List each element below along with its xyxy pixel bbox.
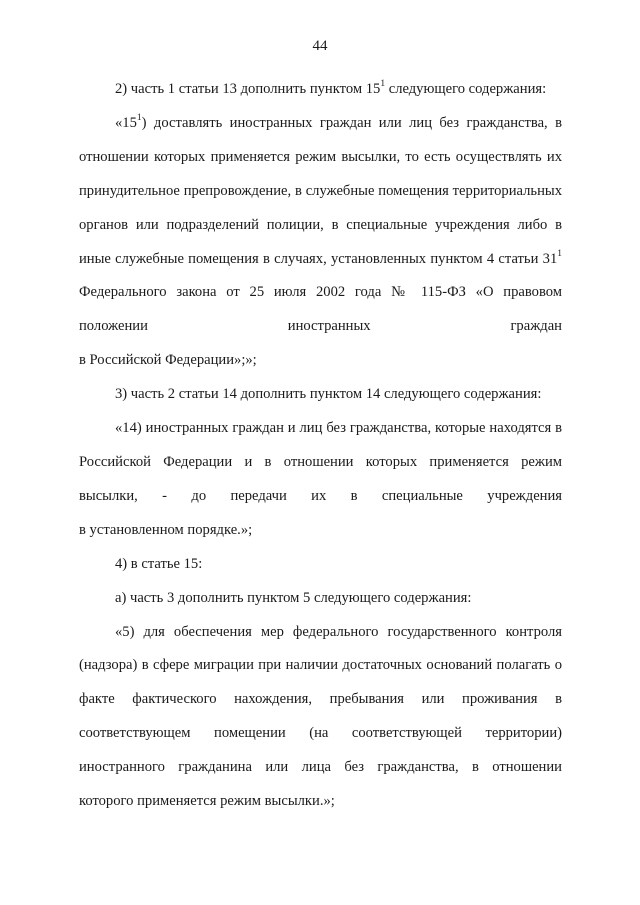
paragraph-item-4a: а) часть 3 дополнить пунктом 5 следующего содержания: (115, 589, 472, 606)
paragraph-text: 2) часть 1 статьи 13 дополнить пунктом 15 (115, 81, 381, 97)
document-body (79, 73, 562, 819)
paragraph-item-4: 4) в статье 15: (115, 555, 203, 572)
paragraph-text: ) доставлять иностранных граждан или лиц без гражданства, в отношении которых применяется режим высылки, то есть осуществлять их принудительное препровождение, в служебные помещения территориальных органов или подразделений полиции, в специальные учреждения либо в иные служебные помещения в случаях, установленных пунктом 4 статьи 31 (79, 114, 562, 267)
paragraph-item-2 (79, 73, 562, 107)
paragraph-quote-15-1-end: в Российской Федерации»;»; (79, 352, 257, 369)
superscript: 1 (380, 79, 386, 90)
paragraph-item-3: 3) часть 2 статьи 14 дополнить пунктом 14 следующего содержания: (115, 386, 542, 403)
paragraph-quote-14-end: в установленном порядке.»; (79, 521, 253, 538)
superscript: 1 (557, 248, 562, 259)
paragraph-quote-5: «5) для обеспечения мер федерального государственного контроля (надзора) в сфере миграции при наличии достаточных оснований полагать о факте фактического нахождения, пребывания или проживания в соответствующем помещении (на соответствующей территории) иностранного гражданина или лица без гражданства, в отношении (79, 623, 562, 776)
paragraph-text: Федерального закона от 25 июля 2002 года № 115-ФЗ «О правовом положении иностранных граждан (79, 284, 562, 335)
paragraph-text: «15 (115, 114, 137, 131)
superscript: 1 (136, 113, 142, 124)
paragraph-text: следующего содержания: (385, 81, 547, 97)
paragraph-quote-15-1 (79, 107, 562, 344)
paragraph-quote-5-end: которого применяется режим высылки.»; (79, 793, 335, 810)
page-number: 44 (312, 38, 328, 54)
paragraph-quote-14: «14) иностранных граждан и лиц без гражданства, которые находятся в Российской Федерации и в отношении которых применяется режим высылки, - до передачи их в специальные учреждения (79, 420, 562, 504)
